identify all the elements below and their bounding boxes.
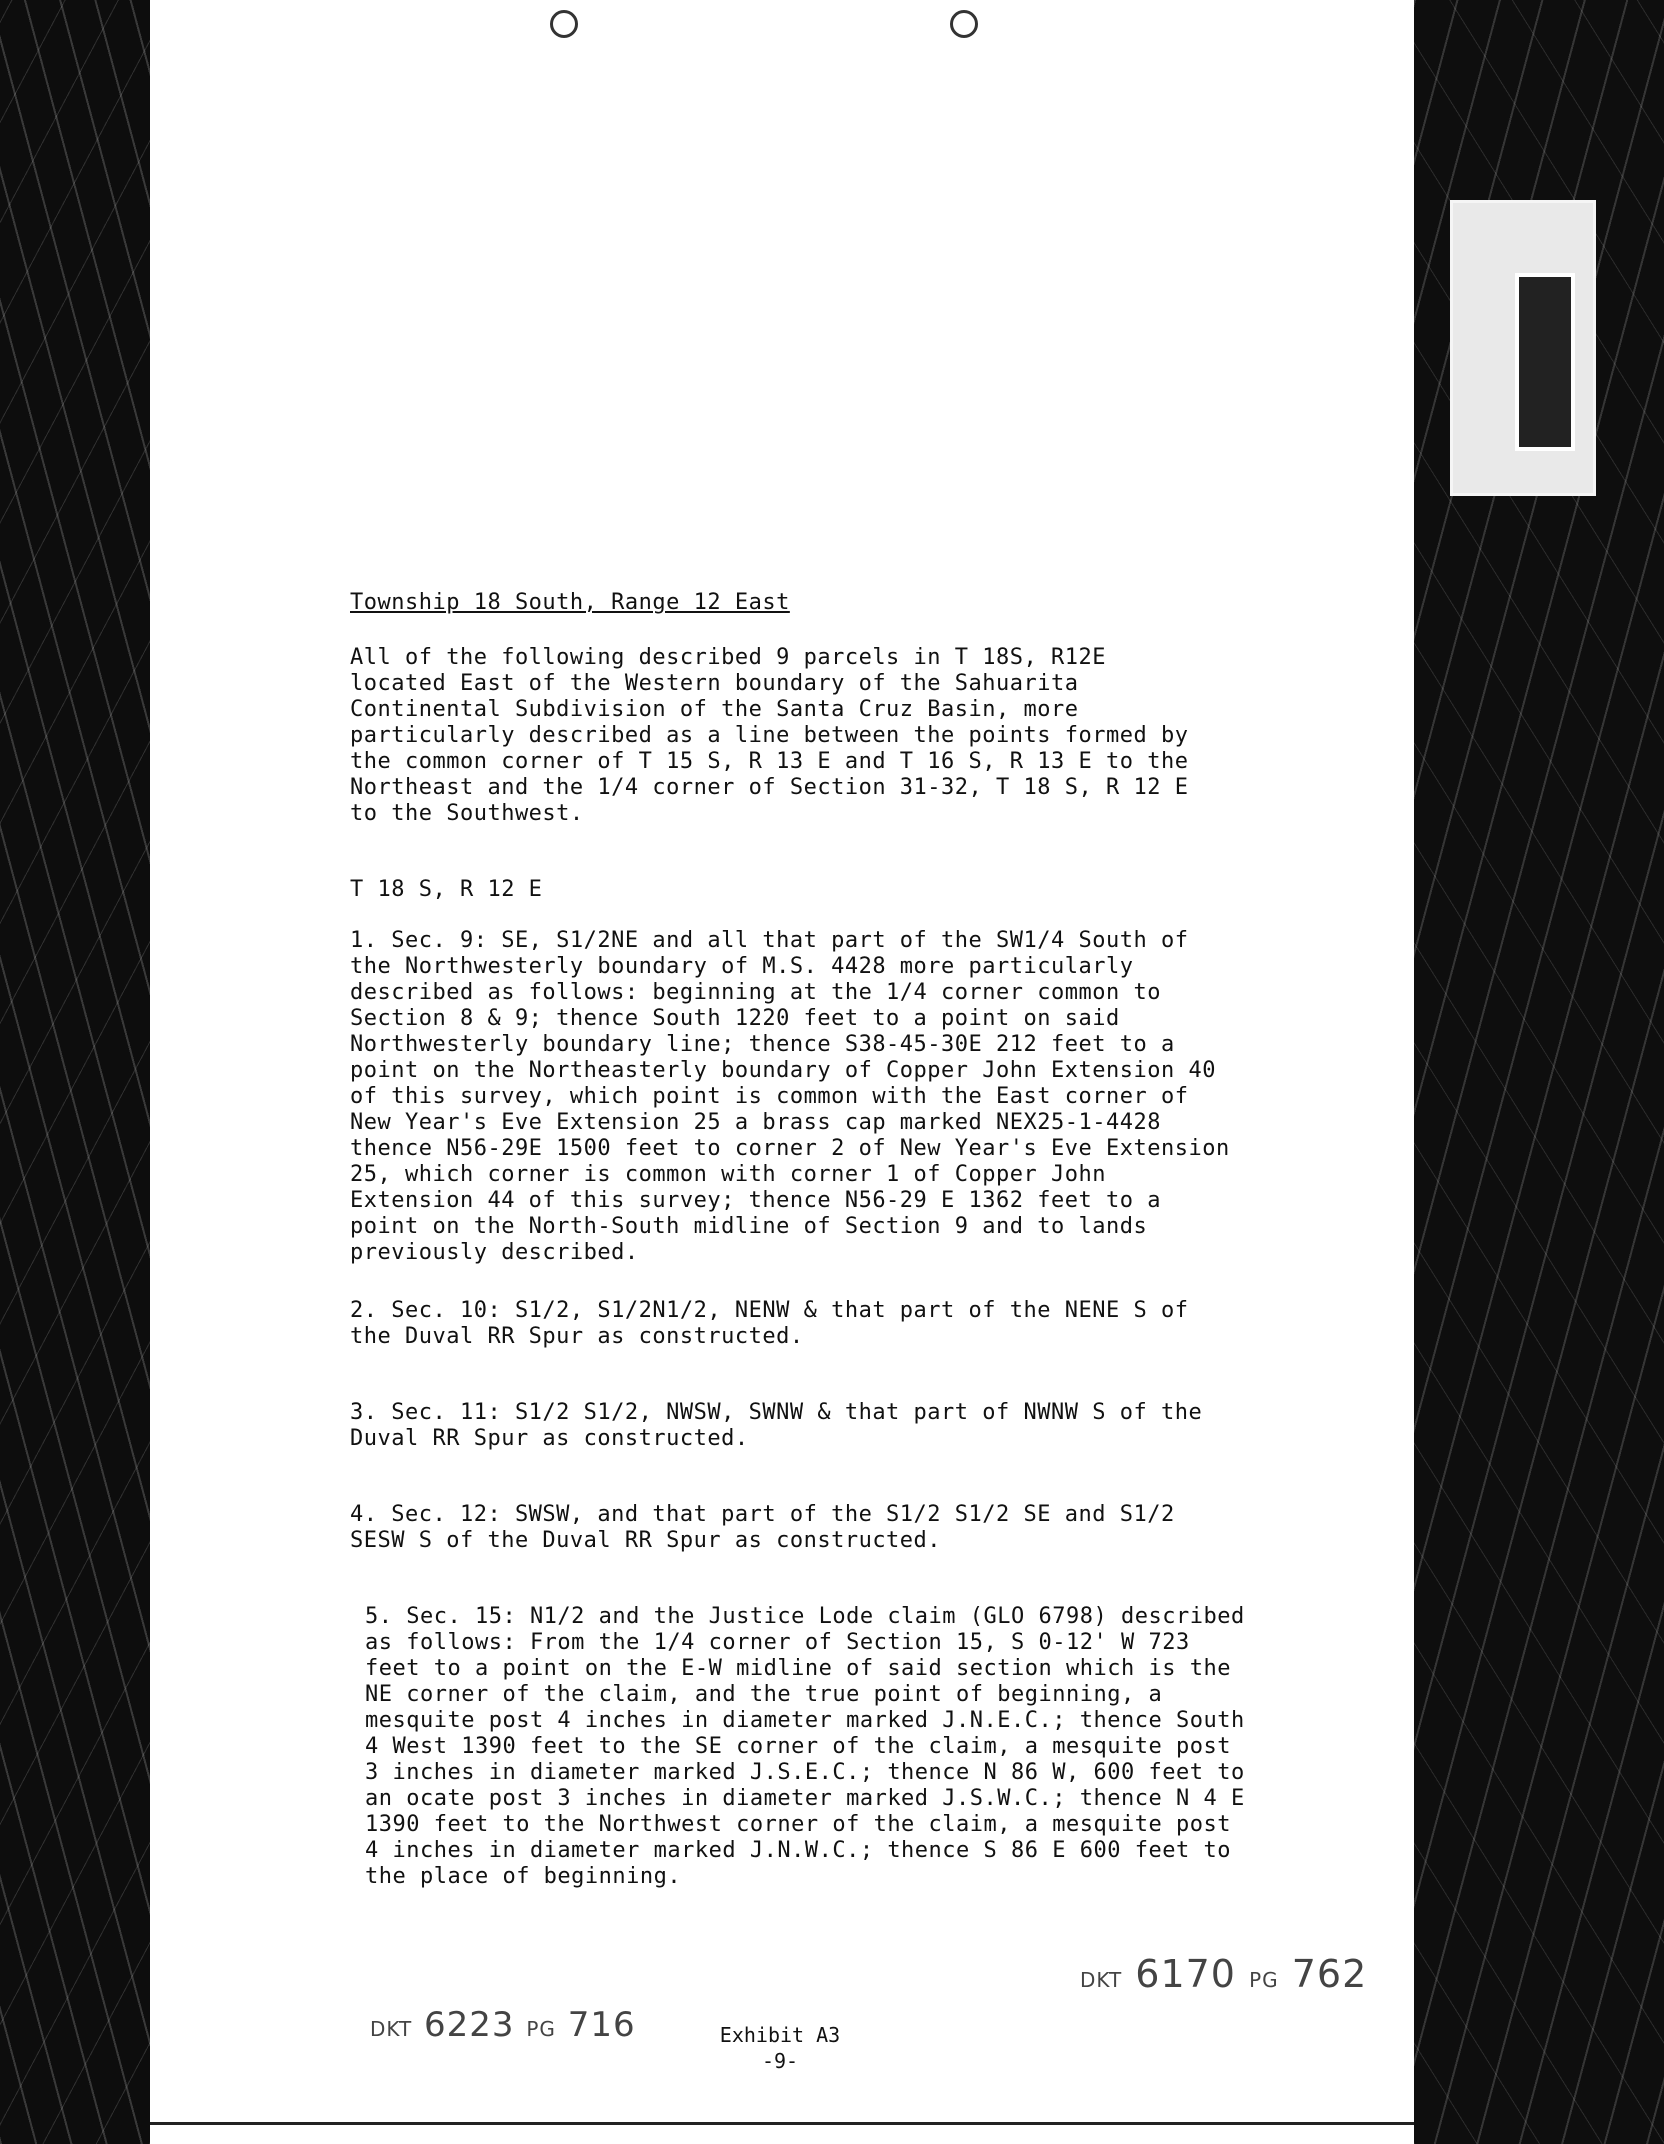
parcel-4: 4. Sec. 12: SWSW, and that part of the S1/2 S1/2 SE and S1/2 SESW S of the Duval RR Spur as constructed. — [350, 1502, 1175, 1553]
page-bottom-edge — [150, 2116, 1414, 2144]
scanner-artifact-slot — [1515, 273, 1575, 451]
parcel-3: 3. Sec. 11: S1/2 S1/2, NWSW, SWNW & that part of NWNW S of the Duval RR Spur as constructed. — [350, 1400, 1203, 1451]
subheading: T 18 S, R 12 E — [350, 877, 543, 902]
intro-paragraph: All of the following described 9 parcels in T 18S, R12E located East of the Western boundary of the Sahuarita Continental Subdivision of the Santa Cruz Basin, more particularly described as a line between the points formed by the common corner of T 15 S, R 13 E and T 16 S, R 13 E to the Northeast and the 1/4 corner of Section 31-32, T 18 S, R 12 E to the Southwest. — [350, 645, 1189, 826]
stamp-right-prefix: DKT — [1080, 1968, 1123, 1992]
exhibit-footer — [710, 2022, 850, 2074]
scanner-artifact-panel — [1450, 200, 1596, 496]
stamp-left-page: 716 — [567, 2005, 636, 2045]
stamp-left-prefix: DKT — [370, 2017, 413, 2041]
page-number: -9- — [761, 2049, 799, 2073]
recording-stamp-left — [370, 2005, 636, 2045]
parcel-5: 5. Sec. 15: N1/2 and the Justice Lode claim (GLO 6798) described as follows: From the 1/4 corner of Section 15, S 0-12' W 723 feet to a point on the E-W midline of said section which is the NE corner of the claim, and the true point of beginning, a mesquite post 4 inches in diameter marked J.N.E.C.; thence South 4 West 1390 feet to the SE corner of the claim, a mesquite post 3 inches in diameter marked J.S.E.C.; thence N 86 W, 600 feet to an ocate post 3 inches in diameter marked J.S.W.C.; thence N 4 E 1390 feet to the Northwest corner of the claim, a mesquite post 4 inches in diameter marked J.N.W.C.; thence S 86 E 600 feet to the place of beginning. — [365, 1604, 1245, 1889]
stamp-right-page-prefix: PG — [1249, 1968, 1279, 1992]
stamp-left-page-prefix: PG — [526, 2017, 556, 2041]
exhibit-label: Exhibit A3 — [719, 2023, 841, 2047]
scan-border-right — [1414, 0, 1664, 2144]
recording-stamp-right — [1080, 1952, 1367, 1996]
punch-mark-icon — [550, 10, 578, 38]
scan-border-left — [0, 0, 150, 2144]
stamp-right-number: 6170 — [1135, 1952, 1236, 1996]
stamp-left-number: 6223 — [424, 2005, 515, 2045]
document-page — [150, 0, 1414, 2116]
parcel-1: 1. Sec. 9: SE, S1/2NE and all that part of the SW1/4 South of the Northwesterly boundary of M.S. 4428 more particularly described as follows: beginning at the 1/4 corner common to Section 8 & 9; thence South 1220 feet to a point on said Northwesterly boundary line; thence S38-45-30E 212 feet to a point on the Northeasterly boundary of Copper John Extension 40 of this survey, which point is common with the East corner of New Year's Eve Extension 25 a brass cap marked NEX25-1-4428 thence N56-29E 1500 feet to corner 2 of New Year's Eve Extension 25, which corner is common with corner 1 of Copper John Extension 44 of this survey; thence N56-29 E 1362 feet to a point on the North-South midline of Section 9 and to lands previously described. — [350, 928, 1230, 1265]
section-heading: Township 18 South, Range 12 East — [350, 590, 790, 615]
stamp-right-page: 762 — [1291, 1952, 1368, 1996]
parcel-2: 2. Sec. 10: S1/2, S1/2N1/2, NENW & that part of the NENE S of the Duval RR Spur as constructed. — [350, 1298, 1189, 1349]
punch-mark-icon — [950, 10, 978, 38]
